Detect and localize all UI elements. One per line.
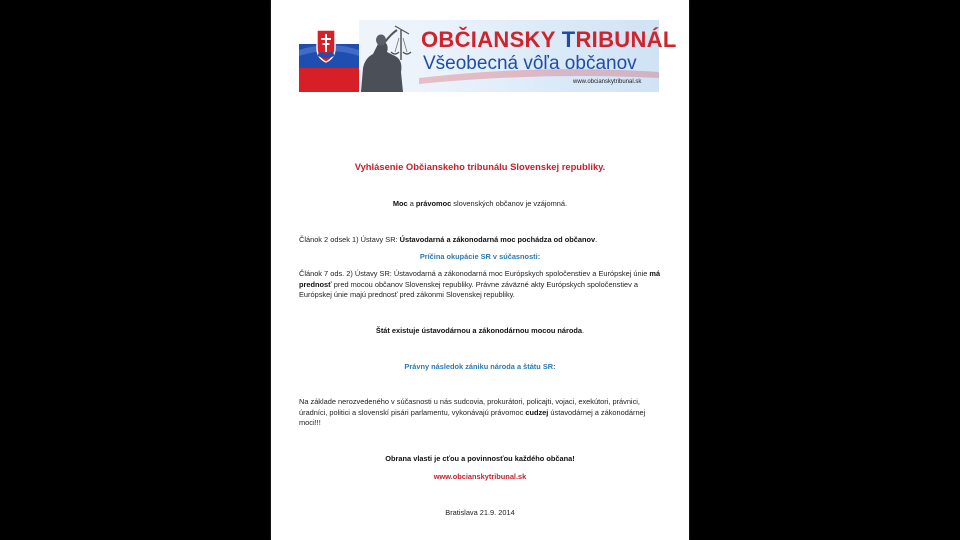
banner-subtitle: Všeobecná vôľa občanov [423,53,637,74]
flag-red-stripe [299,68,359,92]
banner-url: www.obcianskytribunal.sk [573,79,642,85]
paragraph-state-existence: Štát existuje ústavodárnou a zákonodárnou mocou národa. [375,326,585,335]
tribunal-banner [299,20,677,92]
document-heading: Vyhlásenie Občianskeho tribunálu Slovenskej republiky. [354,161,606,172]
lady-justice-icon [361,26,411,92]
closing-statement: Obrana vlasti je cťou a povinnosťou každého občana! [385,454,575,463]
place-date: Bratislava 21.9. 2014 [445,508,515,517]
paragraph-article-2: Článok 2 odsek 1) Ústavy SR: Ústavodarná a zákonodarná moc pochádza od občanov. [299,235,598,244]
paragraph-foreign-power: Na základe nerozvedeného v súčasnosti u nás sudcovia, prokurátori, policajti, vojaci, exekútori, právnici, úradníci, politici a slovenskí pisári parlamentu, vykonávajú právomoc cudzej ústavodárnej a zákonodárnej moci!!! [299,397,646,428]
banner-title: OBČIANSKY TRIBUNÁL [421,27,677,52]
website-link[interactable]: www.obcianskytribunal.sk [433,472,527,481]
coat-of-arms-icon [317,30,335,62]
subheading-occupation-cause: Príčina okupácie SR v súčasnosti: [419,252,541,261]
paragraph-power: Moc a právomoc slovenských občanov je vzájomná. [392,199,568,208]
subheading-legal-consequence: Právny následok zániku národa a štátu SR: [404,362,556,371]
paragraph-article-7: Článok 7 ods. 2) Ústavy SR: Ústavodarná a zákonodarná moc Európskych spoločenstiev a Európskej únie má prednosť pred mocou občanov Slovenskej republiky. Právne záväzné akty Európskych spoločenstiev a Európskej únie majú prednosť pred zákonmi Slovenskej republiky. [299,269,661,300]
document-page [271,0,689,540]
